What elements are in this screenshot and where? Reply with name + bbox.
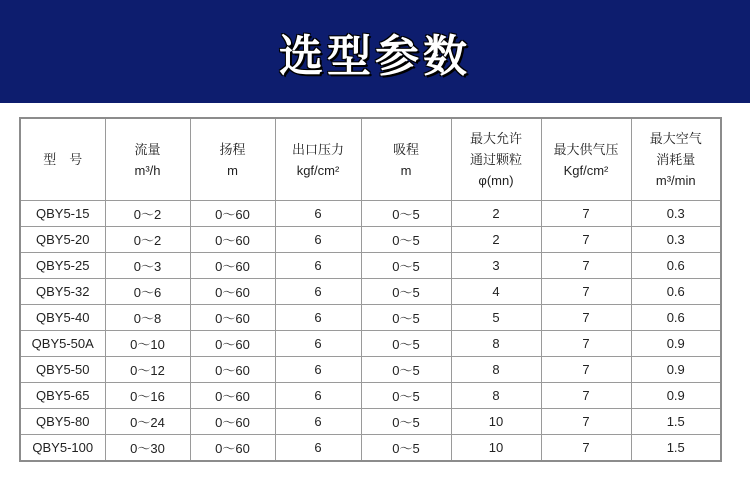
cell-max-particle: 8 <box>451 383 541 409</box>
page-title: 选型参数 <box>279 30 471 82</box>
cell-model: QBY5-100 <box>20 435 105 462</box>
cell-head: 0～60 <box>190 201 275 227</box>
table-row <box>20 409 721 435</box>
cell-max-particle: 4 <box>451 279 541 305</box>
header-max-air-consumption: 最大空气 消耗量 m³/min <box>631 118 721 201</box>
cell-outlet-pressure: 6 <box>275 253 361 279</box>
cell-suction-lift: 0～5 <box>361 201 451 227</box>
cell-max-air-consumption: 0.9 <box>631 331 721 357</box>
table-row <box>20 383 721 409</box>
cell-max-air-pressure: 7 <box>541 383 631 409</box>
cell-max-particle: 8 <box>451 357 541 383</box>
header-suction-lift: 吸程 m <box>361 118 451 201</box>
cell-model: QBY5-50A <box>20 331 105 357</box>
cell-outlet-pressure: 6 <box>275 279 361 305</box>
cell-flow: 0～3 <box>105 253 190 279</box>
cell-max-air-consumption: 0.6 <box>631 279 721 305</box>
cell-head: 0～60 <box>190 357 275 383</box>
cell-flow: 0～30 <box>105 435 190 462</box>
cell-max-air-consumption: 1.5 <box>631 409 721 435</box>
cell-outlet-pressure: 6 <box>275 435 361 462</box>
table-row <box>20 305 721 331</box>
cell-max-air-pressure: 7 <box>541 253 631 279</box>
cell-outlet-pressure: 6 <box>275 409 361 435</box>
cell-flow: 0～6 <box>105 279 190 305</box>
cell-head: 0～60 <box>190 227 275 253</box>
cell-max-particle: 8 <box>451 331 541 357</box>
cell-max-air-consumption: 1.5 <box>631 435 721 462</box>
cell-head: 0～60 <box>190 435 275 462</box>
table-row <box>20 279 721 305</box>
cell-suction-lift: 0～5 <box>361 331 451 357</box>
cell-model: QBY5-25 <box>20 253 105 279</box>
table-row <box>20 435 721 462</box>
cell-max-particle: 3 <box>451 253 541 279</box>
header-outlet-pressure: 出口压力 kgf/cm² <box>275 118 361 201</box>
cell-model: QBY5-20 <box>20 227 105 253</box>
cell-max-air-pressure: 7 <box>541 409 631 435</box>
header-max-air-pressure: 最大供气压 Kgf/cm² <box>541 118 631 201</box>
cell-max-air-consumption: 0.9 <box>631 383 721 409</box>
cell-model: QBY5-80 <box>20 409 105 435</box>
cell-model: QBY5-50 <box>20 357 105 383</box>
header-flow: 流量 m³/h <box>105 118 190 201</box>
cell-max-air-pressure: 7 <box>541 279 631 305</box>
cell-max-air-consumption: 0.6 <box>631 253 721 279</box>
cell-max-particle: 2 <box>451 201 541 227</box>
cell-max-particle: 2 <box>451 227 541 253</box>
spec-table <box>19 117 722 462</box>
cell-max-air-consumption: 0.3 <box>631 201 721 227</box>
cell-suction-lift: 0～5 <box>361 279 451 305</box>
cell-max-air-consumption: 0.3 <box>631 227 721 253</box>
header-row <box>20 118 721 201</box>
header-model: 型 号 <box>20 118 105 201</box>
cell-suction-lift: 0～5 <box>361 435 451 462</box>
cell-head: 0～60 <box>190 279 275 305</box>
cell-suction-lift: 0～5 <box>361 383 451 409</box>
cell-flow: 0～16 <box>105 383 190 409</box>
cell-suction-lift: 0～5 <box>361 409 451 435</box>
cell-flow: 0～2 <box>105 201 190 227</box>
table-row <box>20 227 721 253</box>
title-banner <box>0 0 750 103</box>
cell-flow: 0～2 <box>105 227 190 253</box>
cell-flow: 0～10 <box>105 331 190 357</box>
cell-outlet-pressure: 6 <box>275 357 361 383</box>
cell-head: 0～60 <box>190 253 275 279</box>
cell-max-particle: 10 <box>451 435 541 462</box>
cell-max-air-consumption: 0.6 <box>631 305 721 331</box>
cell-model: QBY5-15 <box>20 201 105 227</box>
cell-flow: 0～8 <box>105 305 190 331</box>
cell-flow: 0～24 <box>105 409 190 435</box>
table-row <box>20 331 721 357</box>
header-head: 扬程 m <box>190 118 275 201</box>
cell-model: QBY5-40 <box>20 305 105 331</box>
cell-max-air-consumption: 0.9 <box>631 357 721 383</box>
cell-outlet-pressure: 6 <box>275 383 361 409</box>
cell-head: 0～60 <box>190 331 275 357</box>
cell-suction-lift: 0～5 <box>361 227 451 253</box>
cell-max-air-pressure: 7 <box>541 331 631 357</box>
cell-suction-lift: 0～5 <box>361 357 451 383</box>
table-row <box>20 357 721 383</box>
cell-max-air-pressure: 7 <box>541 305 631 331</box>
cell-flow: 0～12 <box>105 357 190 383</box>
table-row <box>20 253 721 279</box>
cell-head: 0～60 <box>190 409 275 435</box>
cell-max-air-pressure: 7 <box>541 435 631 462</box>
cell-outlet-pressure: 6 <box>275 331 361 357</box>
cell-outlet-pressure: 6 <box>275 201 361 227</box>
cell-model: QBY5-32 <box>20 279 105 305</box>
cell-max-particle: 10 <box>451 409 541 435</box>
header-max-particle: 最大允许 通过颗粒 φ(mn) <box>451 118 541 201</box>
cell-model: QBY5-65 <box>20 383 105 409</box>
table-row <box>20 201 721 227</box>
cell-max-particle: 5 <box>451 305 541 331</box>
cell-max-air-pressure: 7 <box>541 201 631 227</box>
cell-max-air-pressure: 7 <box>541 227 631 253</box>
cell-suction-lift: 0～5 <box>361 253 451 279</box>
cell-head: 0～60 <box>190 305 275 331</box>
cell-suction-lift: 0～5 <box>361 305 451 331</box>
cell-head: 0～60 <box>190 383 275 409</box>
cell-max-air-pressure: 7 <box>541 357 631 383</box>
cell-outlet-pressure: 6 <box>275 227 361 253</box>
cell-outlet-pressure: 6 <box>275 305 361 331</box>
